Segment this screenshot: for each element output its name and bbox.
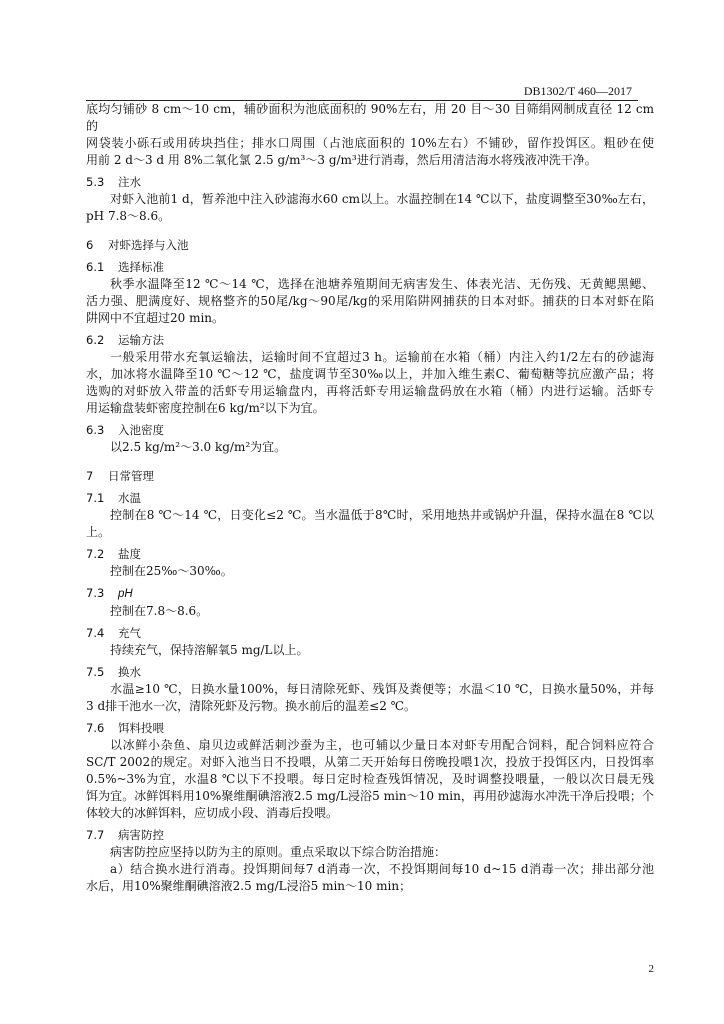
text-line: 0.5%~3%为宜，水温8 ℃以下不投喂。每日定时检查残饵情况，及时调整投喂量，一般以次日晨无残 — [86, 772, 654, 786]
subsection-heading — [86, 259, 654, 276]
heading-text: 充气 — [118, 626, 141, 640]
heading-text: 日常管理 — [108, 469, 154, 483]
text-line: 选购的对虾放入带盖的活虾专用运输盘内，再将活虾专用运输盘码放在水箱（桶）内进行运输。活虾专 — [86, 384, 654, 398]
text-line: 控制在8 ℃～14 ℃，日变化≤2 ℃。当水温低于8℃时，采用地热井或锅炉升温，保持水温在8 ℃以 — [110, 508, 654, 522]
heading-text: 换水 — [118, 665, 141, 679]
heading-text: 病害防控 — [118, 828, 164, 842]
heading-number: 6 — [86, 238, 94, 252]
subsection-heading — [86, 625, 654, 642]
heading-text: 饵料投喂 — [118, 721, 164, 735]
text-line: 3 d排干池水一次，清除死虾及污物。换水前后的温差≤2 ℃。 — [86, 699, 417, 713]
heading-number: 7 — [86, 469, 94, 483]
text-line: 网袋装小砾石或用砖块挡住；排水口周围（占池底面积的 10%左右）不铺砂，留作投饵区。粗砂在使 — [86, 136, 654, 150]
heading-number: 7.3 — [86, 586, 105, 600]
text-line: 体较大的冰鲜饵料，应切成小段、消毒后投喂。 — [86, 806, 339, 820]
text-line: 水后，用10%聚维酮碘溶液2.5 mg/L浸浴5 min～10 min； — [86, 879, 412, 893]
subsection-heading — [86, 585, 654, 603]
heading-text: 入池密度 — [118, 423, 164, 437]
subsection-heading — [86, 546, 654, 563]
text-line: SC/T 2002的规定。对虾入池当日不投喂，从第二天开始每日傍晚投喂1次，投放于投饵区内，日投饵率 — [86, 755, 654, 769]
heading-text: 注水 — [118, 175, 141, 189]
text-line: 饵为宜。冰鲜饵料用10%聚维酮碘溶液2.5 mg/L浸浴5 min～10 min，再用砂滤海水冲洗干净后投喂；个 — [86, 789, 654, 803]
heading-number: 7.2 — [86, 547, 105, 561]
heading-number: 6.1 — [86, 260, 105, 274]
heading-number: 6.2 — [86, 333, 105, 347]
heading-text: 对虾选择与入池 — [108, 238, 189, 252]
text-line: pH 7.8～8.6。 — [86, 209, 171, 223]
subsection-heading — [86, 720, 654, 737]
text-line: 控制在25‰～30‰。 — [110, 564, 233, 578]
text-line: 病害防控应坚持以防为主的原则。重点采取以下综合防治措施： — [110, 845, 447, 859]
section-heading — [86, 468, 654, 485]
text-line: 对虾入池前1 d，暂养池中注入砂滤海水60 cm以上。水温控制在14 ℃以下，盐度调整至30‰左右， — [110, 192, 654, 206]
text-line: 控制在7.8～8.6。 — [110, 604, 209, 618]
heading-text: 选择标准 — [118, 260, 164, 274]
subsection-heading — [86, 490, 654, 507]
heading-number: 5.3 — [86, 175, 105, 189]
page-number: 2 — [648, 963, 654, 975]
subsection-heading — [86, 827, 654, 844]
text-line: 水，加冰将水温降至10 ℃～12 ℃，盐度调节至30‰以上，并加入维生素C、葡萄糖等抗应激产品；将 — [86, 367, 654, 381]
text-line: 用运输盘装虾密度控制在6 kg/m²以下为宜。 — [86, 401, 325, 415]
subsection-heading — [86, 664, 654, 681]
subsection-heading — [86, 332, 654, 349]
text-line: 以2.5 kg/m²～3.0 kg/m²为宜。 — [110, 440, 287, 454]
text-line: a）结合换水进行消毒。投饵期间每7 d消毒一次，不投饵期间每10 d~15 d消毒一次；排出部分池 — [110, 862, 654, 876]
text-line: 以冰鲜小杂鱼、扇贝边或鲜活刺沙蚕为主，也可辅以少量日本对虾专用配合饲料，配合饲料应符合 — [110, 738, 654, 752]
text-line: 一般采用带水充氧运输法，运输时间不宜超过3 h。运输前在水箱（桶）内注入约1/2左右的砂滤海 — [110, 350, 654, 364]
heading-number: 6.3 — [86, 423, 105, 437]
text-line: 底均匀铺砂 8 cm～10 cm，辅砂面积为池底面积的 90%左右，用 20 目～30 目筛绢网制成直径 12 cm 的 — [86, 102, 654, 133]
text-line: 阱网中不宜超过20 min。 — [86, 311, 225, 325]
heading-text: 运输方法 — [118, 333, 164, 347]
section-heading — [86, 237, 654, 254]
heading-text: 盐度 — [118, 547, 141, 561]
text-line: 活力强、肥满度好、规格整齐的50尾/kg～90尾/kg的采用陷阱网捕获的日本对虾。捕获的日本对虾在陷 — [86, 294, 654, 308]
document-body — [86, 101, 654, 895]
heading-number: 7.4 — [86, 626, 105, 640]
text-line: 上。 — [86, 525, 111, 539]
text-line: 持续充气，保持溶解氧5 mg/L以上。 — [110, 643, 309, 657]
heading-number: 7.5 — [86, 665, 105, 679]
heading-number: 7.7 — [86, 828, 105, 842]
subsection-heading — [86, 422, 654, 439]
subsection-heading — [86, 174, 654, 191]
standard-number: DB1302/T 460—2017 — [523, 84, 632, 98]
text-line: 秋季水温降至12 ℃～14 ℃，选择在池塘养殖期间无病害发生、体表光洁、无伤残、无黄鳃黑鳃、 — [110, 277, 654, 291]
heading-number: 7.1 — [86, 491, 105, 505]
heading-text: 水温 — [118, 491, 141, 505]
text-line: 用前 2 d～3 d 用 8%二氧化氯 2.5 g/m³～3 g/m³进行消毒，然后用清洁海水将残液冲洗干净。 — [86, 153, 597, 167]
heading-text: pH — [118, 588, 133, 600]
text-line: 水温≥10 ℃，日换水量100%，每日清除死虾、残饵及粪便等；水温＜10 ℃，日换水量50%，并每 — [110, 682, 654, 696]
heading-number: 7.6 — [86, 721, 105, 735]
